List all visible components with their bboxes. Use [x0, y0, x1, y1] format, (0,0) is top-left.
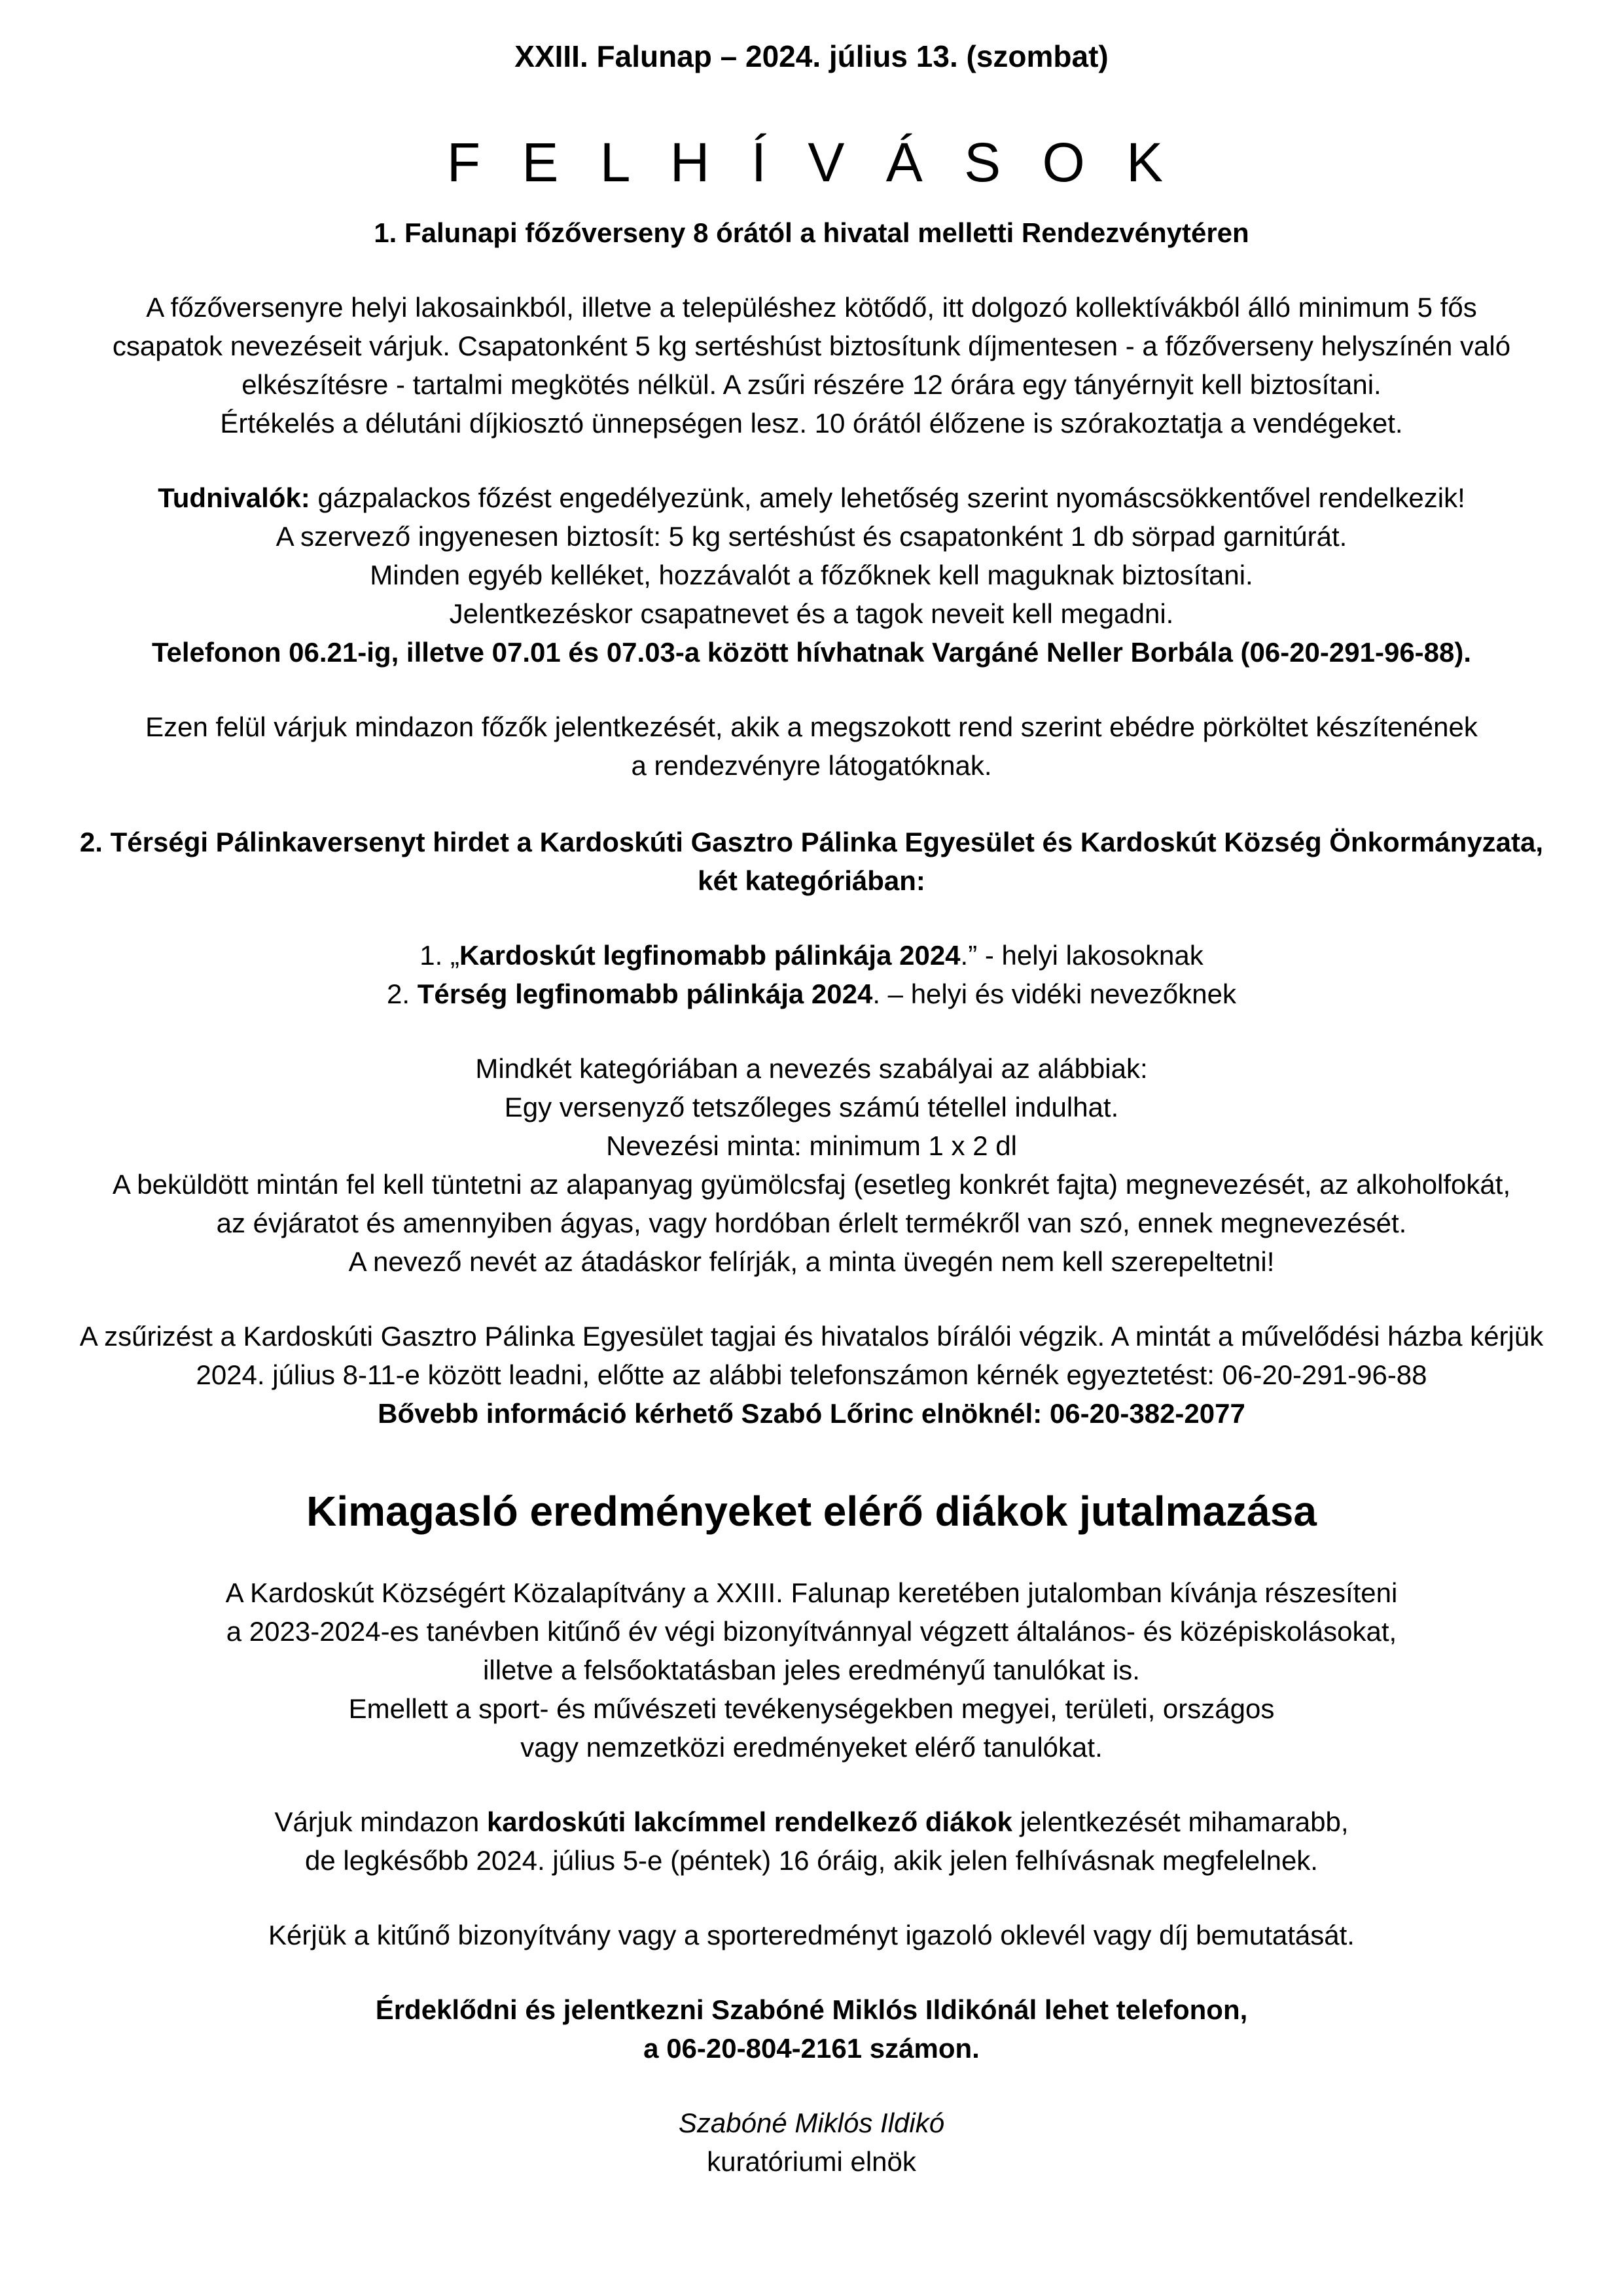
cooking-intro-line: elkészítésre - tartalmi megkötés nélkül. A zsűri részére 12 órára egy tányérnyit kell biztosítani.: [241, 369, 1382, 400]
students-apply: [7, 1803, 1616, 1880]
cooking-intro-line: csapatok nevezéseit várjuk. Csapatonként 5 kg sertéshúst biztosítunk díjmentesen - a főzőverseny helyszínén való: [112, 331, 1511, 361]
cooking-info: [7, 478, 1616, 672]
students-intro-line: a 2023-2024-es tanévben kitűnő év végi bizonyítvánnyal végzett általános- és középiskolásokat,: [226, 1616, 1397, 1647]
category-1-prefix: 1. „: [419, 940, 459, 971]
students-apply-line: [7, 1803, 1616, 1841]
students-intro-line: vagy nemzetközi eredményeket elérő tanulókat.: [520, 1732, 1103, 1763]
palinka-jury: [7, 1317, 1616, 1433]
cooking-phone-line: Telefonon 06.21-ig, illetve 07.01 és 07.03-a között hívhatnak Vargáné Neller Borbála (06-20-291-96-88).: [151, 637, 1472, 668]
cooking-info-line: A szervező ingyenesen biztosít: 5 kg sertéshúst és csapatonként 1 db sörpad garnitúrát.: [276, 521, 1347, 552]
palinka-category-1: [7, 936, 1616, 975]
students-contact-line: Érdeklődni és jelentkezni Szabóné Miklós Ildikónál lehet telefonon,: [375, 1994, 1248, 2025]
students-deadline: de legkésőbb 2024. július 5-e (péntek) 16 óráig, akik jelen felhívásnak megfelelnek.: [305, 1845, 1318, 1876]
palinka-rules: [7, 1049, 1616, 1281]
category-1-suffix: .” - helyi lakosoknak: [960, 940, 1204, 971]
tudnivalok-text: gázpalackos főzést engedélyezünk, amely lehetőség szerint nyomáscsökkentővel rendelkezik!: [310, 482, 1465, 513]
tudnivalok-line: [7, 478, 1616, 517]
signature-block: [7, 2104, 1616, 2181]
students-intro: [7, 1573, 1616, 1767]
palinka-jury-line: A zsűrizést a Kardoskúti Gasztro Pálinka Egyesület tagjai és hivatalos bírálói végzik. A mintát a művelődési házba kérjük: [79, 1321, 1544, 1352]
palinka-rule-line: Nevezési minta: minimum 1 x 2 dl: [606, 1130, 1017, 1161]
cooking-extra-line: a rendezvényre látogatóknak.: [631, 750, 992, 781]
signature-name: Szabóné Miklós Ildikó: [678, 2108, 945, 2138]
students-contact-line: a 06-20-804-2161 számon.: [643, 2033, 980, 2064]
tudnivalok-label: Tudnivalók:: [158, 482, 310, 513]
cooking-intro-line: A főzőversenyre helyi lakosainkból, illetve a településhez kötődő, itt dolgozó kollektívákból álló minimum 5 fős: [146, 292, 1477, 323]
category-2-name: Térség legfinomabb pálinkája 2024: [417, 978, 873, 1009]
palinka-rule-line: A beküldött mintán fel kell tüntetni az alapanyag gyümölcsfaj (esetleg konkrét fajta) megnevezését, az alkoholfokát,: [112, 1169, 1511, 1200]
students-intro-line: A Kardoskút Községért Közalapítvány a XXIII. Falunap keretében jutalomban kívánja részesíteni: [225, 1577, 1398, 1608]
category-2-suffix: . – helyi és vidéki nevezőknek: [872, 978, 1236, 1009]
main-heading: F E L H Í V Á S O K: [446, 132, 1177, 193]
palinka-rule-line: A nevező nevét az átadáskor felírják, a minta üvegén nem kell szerepeltetni!: [348, 1246, 1275, 1277]
palinka-title-line: 2. Térségi Pálinkaversenyt hirdet a Kardoskúti Gasztro Pálinka Egyesület és Kardoskút Község Önkormányzata,: [79, 827, 1544, 857]
palinka-categories: [7, 936, 1616, 1013]
signature-role: kuratóriumi elnök: [707, 2146, 916, 2177]
palinka-title: [7, 823, 1616, 900]
palinka-rule-line: Mindkét kategóriában a nevezés szabályai az alábbiak:: [475, 1053, 1148, 1084]
cooking-info-line: Minden egyéb kelléket, hozzávalót a főzőknek kell maguknak biztosítani.: [370, 560, 1253, 590]
palinka-more-info: Bővebb információ kérhető Szabó Lőrinc elnöknél: 06-20-382-2077: [378, 1398, 1245, 1429]
students-proof: [7, 1916, 1616, 1954]
event-title: XXIII. Falunap – 2024. július 13. (szombat): [514, 39, 1109, 73]
cooking-info-line: Jelentkezéskor csapatnevet és a tagok neveit kell megadni.: [449, 598, 1174, 629]
cooking-intro-line: Értékelés a délutáni díjkiosztó ünnepségen lesz. 10 órától élőzene is szórakoztatja a vendégeket.: [220, 408, 1403, 439]
students-intro-line: Emellett a sport- és művészeti tevékenységekben megyei, területi, országos: [348, 1693, 1275, 1724]
cooking-extra: [7, 708, 1616, 785]
apply-bold: kardoskúti lakcímmel rendelkező diákok: [486, 1806, 1012, 1837]
apply-prefix: Várjuk mindazon: [274, 1806, 487, 1837]
students-heading: Kimagasló eredményeket elérő diákok jutalmazása: [306, 1488, 1317, 1535]
category-2-prefix: 2.: [387, 978, 418, 1009]
palinka-jury-line: 2024. július 8-11-e között leadni, előtte az alábbi telefonszámon kérnék egyeztetést: 06-20-291-96-88: [196, 1359, 1427, 1390]
palinka-category-2: [7, 975, 1616, 1013]
palinka-title-line: két kategóriában:: [698, 865, 925, 896]
students-contact: [7, 1990, 1616, 2068]
students-proof-line: Kérjük a kitűnő bizonyítvány vagy a sporteredményt igazoló oklevél vagy díj bemutatását.: [268, 1920, 1355, 1950]
students-intro-line: illetve a felsőoktatásban jeles eredményű tanulókat is.: [483, 1655, 1140, 1685]
palinka-rule-line: az évjáratot és amennyiben ágyas, vagy hordóban érlelt termékről van szó, ennek megnevezését.: [216, 1208, 1407, 1238]
apply-suffix: jelentkezését mihamarabb,: [1012, 1806, 1349, 1837]
cooking-intro: [7, 288, 1616, 442]
cooking-extra-line: Ezen felül várjuk mindazon főzők jelentkezését, akik a megszokott rend szerint ebédre pörköltet készítenének: [145, 711, 1478, 742]
category-1-name: Kardoskút legfinomabb pálinkája 2024: [459, 940, 961, 971]
cooking-contest-title: 1. Falunapi főzőverseny 8 órától a hivatal melletti Rendezvénytéren: [374, 217, 1249, 248]
palinka-rule-line: Egy versenyző tetszőleges számú tétellel indulhat.: [504, 1092, 1119, 1122]
